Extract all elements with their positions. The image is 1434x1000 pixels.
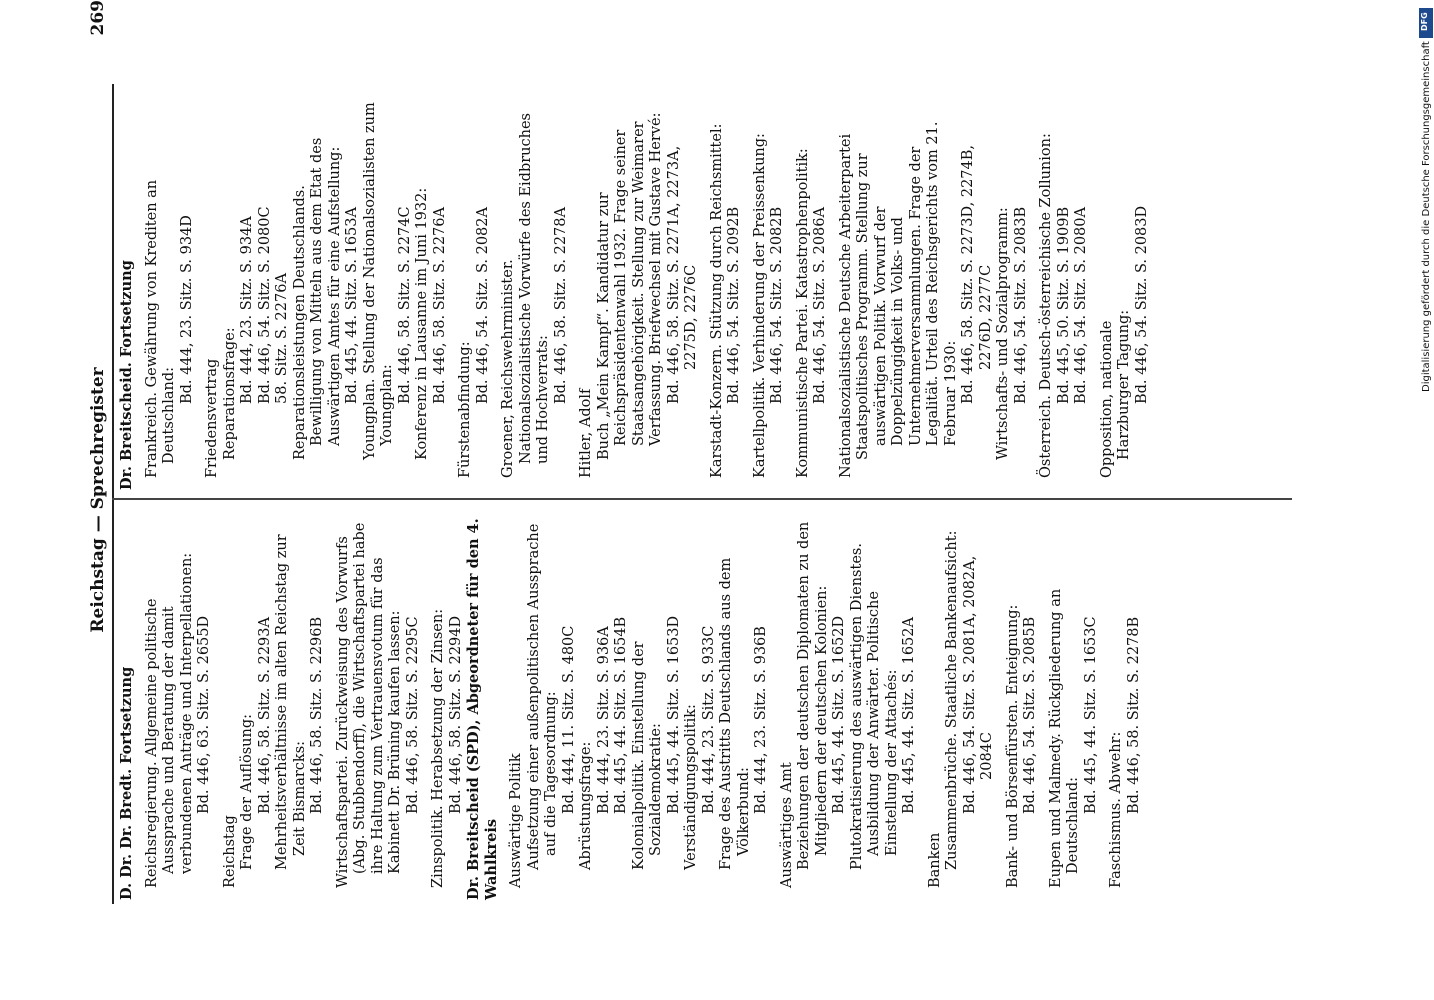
speaker-heading: Dr. Breitscheid (SPD), Abgeordneter für den 4. Wahlkreis [465, 518, 500, 900]
register-entry: Faschismus. Abwehr: [1108, 731, 1124, 888]
register-entry: Youngplan. Stellung der Nationalsozialisten zum Youngplan: [361, 102, 395, 460]
register-entry: Reichsregierung. Allgemeine politische Aussprache und Beratung der damit verbundenen Anträge und Interpellationen: [143, 552, 195, 888]
page-reference: Bd. 444, 23. Sitz. S. 936A [595, 626, 612, 814]
register-entry: Karstadt-Konzern. Stützung durch Reichsmittel: [708, 123, 725, 478]
register-entry: Aufsetzung einer außenpolitischen Aussprache auf die Tagesordnung: [525, 523, 559, 870]
page-reference: Bd. 444, 23. Sitz. S. 936B [753, 626, 769, 814]
page-reference: Bd. 445, 44. Sitz. S. 1652A [901, 617, 917, 814]
running-head: Reichstag — Sprechregister [88, 367, 108, 633]
page-reference: Bd. 446, 58. Sitz. S. 2278B [1125, 616, 1142, 814]
register-entry: Bank- und Börsenfürsten. Enteignung: [1004, 604, 1021, 888]
register-entry: Hitler, Adolf [578, 388, 594, 478]
register-entry: Frage der Auflösung: [239, 713, 255, 870]
register-entry: Eupen und Malmedy. Rückgliederung an Deutschland: [1047, 588, 1081, 888]
page-reference: Bd. 446, 58. Sitz. S. 2274C [396, 206, 413, 404]
speaker-heading: Dr. Breitscheid. Fortsetzung [118, 260, 135, 490]
page-number: 269 [88, 0, 108, 36]
register-entry: Konferenz in Lausanne im Juni 1932: [414, 187, 430, 460]
speaker-heading: D. Dr. Dr. Bredt. Fortsetzung [118, 666, 135, 900]
register-entry: Kolonialpolitik. Einstellung der Sozialdemokratie: [630, 641, 664, 870]
register-entry: Harzburger Tagung: [1116, 309, 1132, 460]
page-reference: Bd. 445, 44. Sitz. S. 1654B [613, 616, 629, 814]
page-reference: Bd. 445, 44. Sitz. S. 1653C [1082, 616, 1099, 814]
page-reference: 2276D, 2277C [977, 264, 994, 370]
page-reference: 2084C [979, 732, 995, 780]
right-column [118, 100, 1151, 490]
register-entry: Groener, Reichswehrminister. Nationalsozialistische Vorwürfe des Eidbruches und Hochverrats: [500, 112, 551, 478]
register-entry: Österreich. Deutsch-österreichische Zollunion: [1038, 133, 1054, 478]
page-reference: Bd. 446, 63. Sitz. S. 2655D [196, 615, 212, 814]
page-reference: Bd. 444, 23. Sitz. S. 934D [178, 215, 195, 404]
page-reference: Bd. 446, 54. Sitz. S. 2085B [1022, 616, 1038, 814]
register-entry: Frankreich. Gewährung von Krediten an Deutschland: [143, 179, 177, 478]
column-divider [112, 499, 1292, 501]
left-column [118, 510, 1143, 900]
register-entry: Beziehungen der deutschen Diplomaten zu den Mitgliedern der deutschen Kolonien: [796, 521, 830, 870]
register-entry: Kommunistische Partei. Katastrophenpolitik: [794, 148, 811, 478]
register-entry: Banken [926, 832, 943, 888]
register-entry: Kartellpolitik. Verhinderung der Preissenkung: [751, 133, 768, 478]
page-reference: Bd. 446, 54. Sitz. S. 2082A [474, 207, 491, 404]
register-entry: Fürstenabfindung: [457, 341, 473, 478]
page-reference: Bd. 445, 44. Sitz. S. 1653A [344, 207, 360, 404]
dfg-logo: DFG [1419, 8, 1433, 38]
page-reference: Bd. 446, 58. Sitz. S. 2295C [404, 616, 421, 814]
page-reference: Bd. 444, 23. Sitz. S. 933C [700, 625, 717, 814]
page-reference: Bd. 445, 44. Sitz. S. 1652D [831, 615, 847, 814]
page-reference: Bd. 446, 54. Sitz. S. 2082B [769, 206, 785, 404]
page-reference: Bd. 446, 58. Sitz. S. 2276A [431, 207, 448, 404]
page-reference: Bd. 446, 58. Sitz. S. 2271A, 2273A, [665, 145, 682, 404]
register-entry: Auswärtige Politik [508, 753, 524, 888]
page-reference: Bd. 446, 58. Sitz. S. 2278A [552, 207, 569, 404]
page-reference: Bd. 446, 58. Sitz. S. 2294D [447, 615, 464, 814]
page-reference: Bd. 446, 58. Sitz. S. 2296B [309, 616, 325, 814]
page-reference: Bd. 446, 54. Sitz. S. 2080A [1073, 207, 1089, 404]
page-reference: Bd. 446, 54. Sitz. S. 2083D [1133, 205, 1150, 404]
register-entry: Frage des Austritts Deutschlands aus dem Völkerbund: [718, 557, 752, 870]
register-entry: Verständigungspolitik: [683, 704, 699, 870]
page-reference: Bd. 445, 50. Sitz. S. 1909B [1055, 206, 1072, 404]
page-reference: Bd. 446, 54. Sitz. S. 2092B [726, 206, 742, 404]
page-reference: Bd. 446, 54. Sitz. S. 2083B [1012, 206, 1029, 404]
page-reference: Bd. 445, 44. Sitz. S. 1653D [665, 615, 682, 814]
page-reference: Bd. 446, 54. Sitz. S. 2081A, 2082A, [961, 555, 978, 814]
register-entry: Nationalsozialistische Deutsche Arbeiterpartei [837, 133, 854, 478]
register-entry: Buch „Mein Kampf“. Kandidatur zur Reichspräsidentenwahl 1932. Frage seiner Staatsangehörigkeit. Stellung zur Weimarer Verfassung. Briefwechsel mit Gustave Hervé: [595, 112, 664, 460]
register-entry: Opposition, nationale [1098, 320, 1115, 478]
page-reference: Bd. 446, 58. Sitz. S. 2273D, 2274B, [960, 144, 976, 404]
page-reference: Bd. 444, 23. Sitz. S. 934A [239, 216, 255, 404]
register-entry: Reparationsfrage: [221, 327, 238, 460]
header-rule [112, 84, 114, 904]
register-entry: Zinspolitik. Herabsetzung der Zinsen: [430, 608, 446, 888]
page-reference: 58. Sitz. S. 2276A [274, 273, 290, 404]
register-entry: Zusammenbrüche. Staatliche Bankenaufsicht: [944, 530, 960, 870]
register-entry: Staatspolitisches Programm. Stellung zur auswärtigen Politik. Vorwurf der Doppelzüngigkeit in Volks- und Unternehmerversammlungen. Frage der Legalität. Urteil des Reichsgerichts vom 21. Februar 1930: [855, 121, 959, 460]
register-entry: Plutokratisierung des auswärtigen Dienstes. Ausbildung der Anwärter. Politische Einstellung der Attachés: [848, 543, 900, 870]
page-reference: Bd. 446, 54. Sitz. S. 2086A [812, 207, 828, 404]
register-entry: Reparationsleistungen Deutschlands. Bewilligung von Mitteln aus dem Etat des Auswärtigen Amtes für eine Aufstellung: [291, 137, 343, 460]
page-reference: Bd. 444, 11. Sitz. S. 480C [560, 625, 577, 814]
register-entry: Auswärtiges Amt [778, 762, 795, 888]
register-entry: Reichstag [221, 815, 238, 888]
page-reference: 2275D, 2276C [683, 264, 699, 370]
page-reference: Bd. 446, 54. Sitz. S. 2080C [256, 206, 273, 404]
register-entry: Mehrheitsverhältnisse im alten Reichstag zur Zeit Bismarcks: [274, 534, 308, 870]
register-entry: Friedensvertrag [204, 358, 220, 478]
register-entry: Wirtschafts- und Sozialprogramm: [995, 207, 1011, 460]
register-entry: Abrüstungsfrage: [578, 741, 594, 870]
digitization-note: Digitalisierung gefördert durch die Deutsche Forschungsgemeinschaft [1421, 41, 1432, 392]
page-reference: Bd. 446, 58. Sitz. S. 2293A [256, 617, 273, 814]
register-entry: Wirtschaftspartei. Zurückweisung des Vorwurfs (Abg. Stubbendorff), die Wirtschaftspartei habe ihre Haltung zum Vertrauensvotum für das Kabinett Dr. Brüning kaufen lassen: [334, 522, 403, 888]
